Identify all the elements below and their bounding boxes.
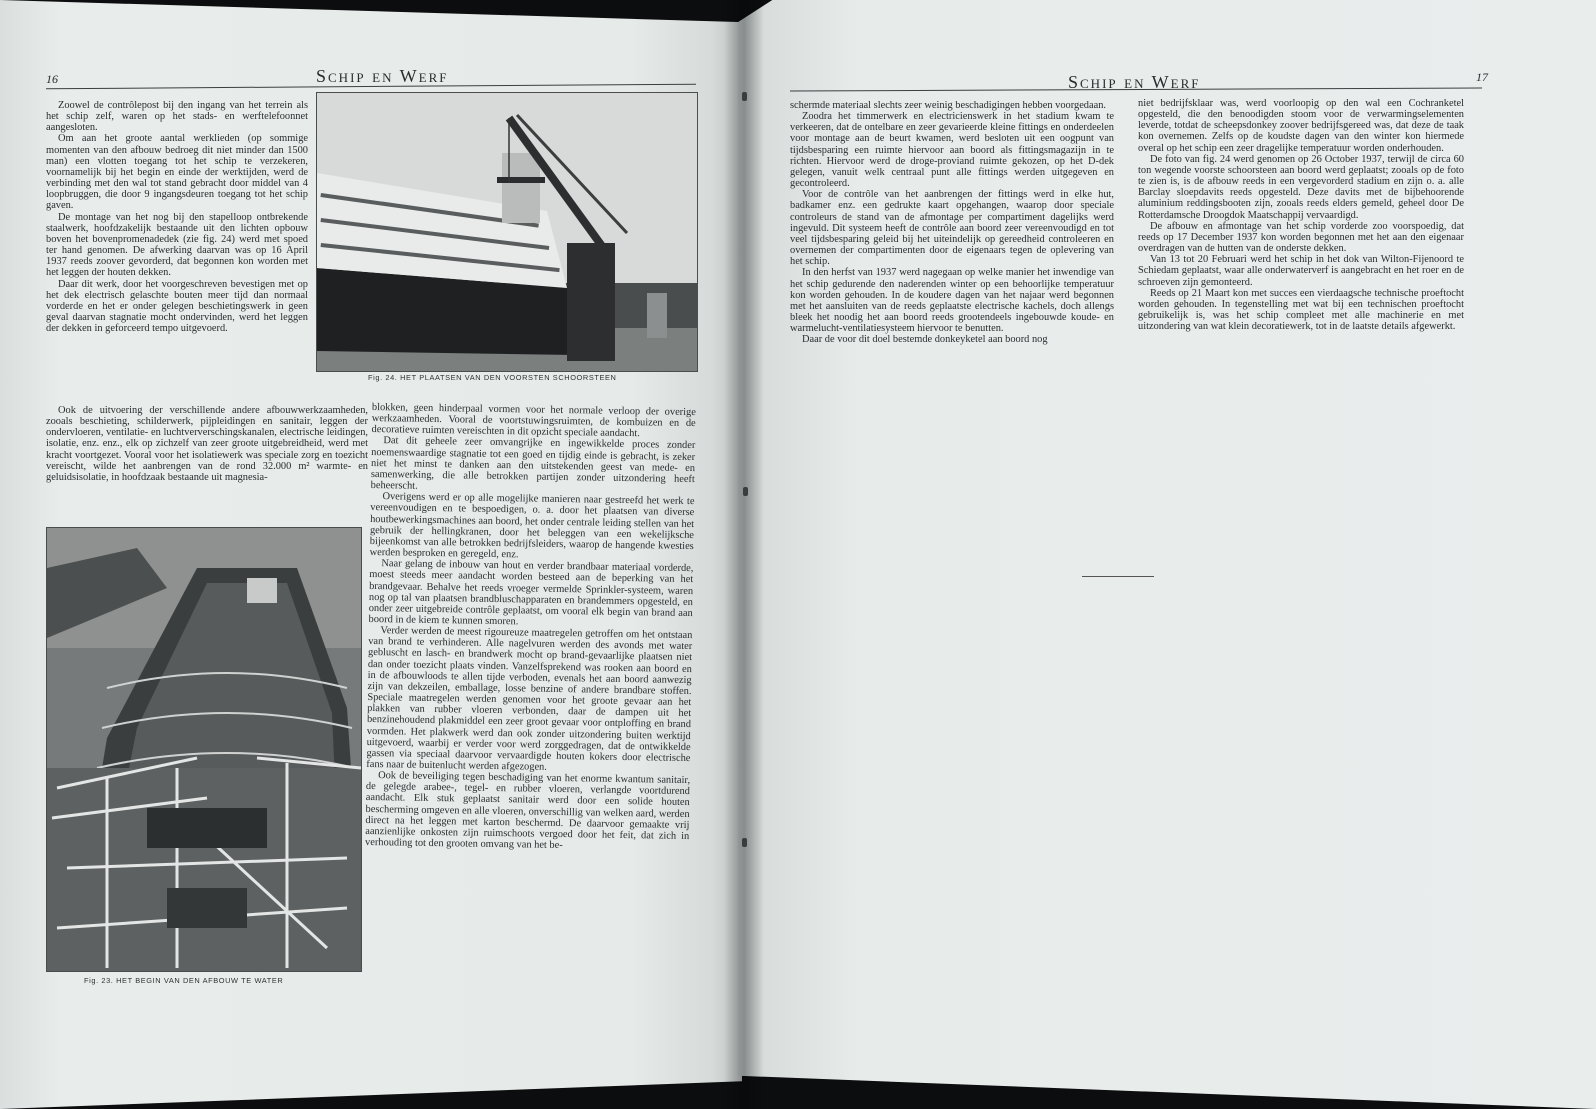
paragraph: In den herfst van 1937 werd nagegaan op welke manier het inwendige van het schip gedurende den naderenden winter op een behoorlijke temperatuur kon worden gehouden. In de koudere dagen van het najaar werd begonnen met het aansluiten van de reeds geplaatste electrische kachels, doch allengs bleek het noodig het aan boord reeds grootendeels ingebouwde koude- en warmelucht-ventilatiesysteem hiervoor te benutten. bbox=[790, 267, 1114, 335]
paragraph: Ook de uitvoering der verschillende andere afbouwwerkzaamheden, zooals beschieting, schilderwerk, pijpleidingen en sanitair, leggen der ondervloeren, ventilatie- en luchtververschingskanalen, electrische leidingen, isolatie, enz. enz., elk op zichzelf van zeer groote uitgebreidheid, werd met kracht voortgezet. Vooral voor het isolatiewerk was speciale zorg en toezicht vereischt, wilde het aanbrengen van de rond 32.000 m² warmte- en geluidsisolatie, in hoofdzaak bestaande uit magnesia- bbox=[46, 405, 368, 483]
page-number-left: 16 bbox=[46, 72, 58, 86]
paragraph: De foto van fig. 24 werd genomen op 26 October 1937, terwijl de circa 60 ton wegende voorste schoorsteen aan boord werd geplaatst; zooals op de foto te zien is, is de afbouw reeds in een vergevorderd stadium en zijn o. a. alle Barclay sloepdavits reeds opgesteld. Deze davits met de bijbehoorende aluminium reddingsbooten zijn, zooals reeds elders gemeld, geheel door De Rotterdamsche Droogdok Maatschappij vervaardigd. bbox=[1138, 153, 1464, 221]
paragraph: Naar gelang de inbouw van hout en verder brandbaar materiaal vorderde, moest steeds meer aandacht worden besteed aan de beperking van het brandgevaar. Behalve het reeds vroeger vermelde Sprinkler-systeem, waren nog op tal van plaatsen brandbluschapparaten en brandemmers opgesteld, en onder zeer uitgebreide contrôle geplaatst, om vooral elk begin van brand aan boord in de kiem te kunnen smoren. bbox=[368, 558, 694, 628]
running-head-left: Schip en Werf bbox=[316, 66, 449, 86]
paragraph: De afbouw en afmontage van het schip vorderde zoo voorspoedig, dat reeds op 17 December 1937 kon worden begonnen met het aan den eigenaar overdragen van de hutten van de onderste dekken. bbox=[1138, 220, 1464, 255]
gutter-shadow bbox=[724, 0, 764, 1109]
right-column-1 bbox=[790, 100, 1114, 436]
paragraph: Overigens werd er op alle mogelijke manieren naar gestreefd het werk te vereenvoudigen en te bespoedigen, o. a. door het plaatsen van diverse houtbewerkingsmachines aan boord, het onder centrale leiding stellen van het gebruik der hellingkranen, door het beleggen van een wekelijksche bijeenkomst van alle betrokken bedrijfsleiders, waarop de hangende kwesties werden besproken en geregeld, enz. bbox=[369, 491, 695, 561]
fig23-photo bbox=[46, 527, 362, 972]
paragraph: Om aan het groote aantal werklieden (op sommige momenten van den afbouw bedroeg dit niet minder dan 1500 man) een vlotten toegang tot het schip te verzekeren, voornamelijk bij het begin en einde der werktijden, werd de verbinding met den wal tot stand gebracht door middel van 4 loopbruggen, die door 9 ingangsdeuren toegang tot het schip gaven. bbox=[46, 133, 308, 212]
paragraph: Daar dit werk, door het voorgeschreven bevestigen met op het dek electrisch gelaschte bouten meer tijd dan normaal vorderde en het er onder gelegen beschietingswerk in geen geval daarvan stagnatie mocht ondervinden, werd het leggen der dekken in geforceerd tempo uitgevoerd. bbox=[46, 278, 308, 335]
paragraph: Ook de beveiliging tegen beschadiging van het enorme kwantum sanitair, de gelegde arabee-, tegel- en rubber vloeren, verlangde voortdurend aandacht. Elk stuk geplaatst sanitair werd door een solide houten bescherming omgeven en alle vloeren, onverschillig van welken aard, werden direct na het leggen met karton beschermd. De daarvoor gemaakte vrij aanzienlijke onkosten zijn ruimschoots vergoed door het feit, dat zich in verhouding tot den grooten omvang van het be- bbox=[364, 770, 691, 852]
paragraph: niet bedrijfsklaar was, werd voorloopig op den wal een Cochranketel opgesteld, die den benoodigden stoom voor de verwarmingselementen leverde, totdat de scheepsdonkey zoover bedrijfsgereed was, dat deze de taak kon overnemen. Zelfs op de koudste dagen van den winter kon hiermede overal op het schip een zeer dragelijke temperatuur worden onderhouden. bbox=[1138, 98, 1464, 154]
binding-hole bbox=[742, 92, 747, 101]
paragraph: Van 13 tot 20 Februari werd het schip in het dok van Wilton-Fijenoord te Schiedam geplaatst, waar alle onderwaterverf is aangebracht en het roer en de schroeven zijn gemonteerd. bbox=[1138, 254, 1464, 288]
paragraph: De montage van het nog bij den stapelloop ontbrekende staalwerk, hoofdzakelijk bestaande uit den lichten opbouw boven het bovenpromenadedek (zie fig. 24) werd met spoed ter hand genomen. De afwerking daarvan was op 16 April 1937 reeds zoover gevorderd, dat begonnen kon worden met het leggen der houten dekken. bbox=[46, 211, 308, 279]
page-number-right: 17 bbox=[1476, 70, 1488, 84]
paragraph: Dat dit geheele zeer omvangrijke en ingewikkelde proces zonder noemenswaardige stagnatie tot een goed en tijdig einde is gebracht, is zeker niet het minst te danken aan den uitstekenden geest van mede- en samenwerking, die alle betrokken partijen zonder uitzondering heeft beheerscht. bbox=[370, 435, 696, 492]
paragraph: Daar de voor dit doel bestemde donkeyketel aan boord nog bbox=[802, 334, 1048, 346]
paragraph: blokken, geen hinderpaal vormen voor het normale verloop der overige werkzaamheden. Vooral de voortstuwingsruimten, de kombuizen en de decoratieve ruimten vereischten in dit opzicht speciale aandacht. bbox=[371, 402, 696, 440]
section-end-rule bbox=[1082, 576, 1154, 577]
binding-hole bbox=[742, 838, 747, 847]
ship-under-construction-illustration bbox=[47, 528, 361, 971]
ship-crane-illustration bbox=[317, 93, 697, 371]
paragraph: Voor de contrôle van het aanbrengen der fittings werd in elke hut, badkamer enz. een gedrukte kaart opgehangen, waarop door speciale controleurs de stand van de afmontage per compartiment dagelijks werd ingevuld. Dit systeem heeft de contrôle aan boord zeer vereenvoudigd en tot veel tijdsbesparing geleid bij het uiteindelijk op gereedheid controleeren en overnemen der compartimenten door de eigenaars tegen de oplevering van het schip. bbox=[790, 189, 1114, 268]
left-column-1-lower bbox=[46, 405, 368, 520]
fig24-caption: Fig. 24. HET PLAATSEN VAN DEN VOORSTEN SCHOORSTEEN bbox=[368, 373, 617, 382]
paragraph: Zoowel de contrôlepost bij den ingang van het terrein als het schip zelf, waren op het stads- en werftelefoonnet aangesloten. bbox=[46, 100, 308, 134]
paragraph: Zoodra het timmerwerk en electricienswerk in het stadium kwam te verkeeren, dat de ontelbare en zeer gevarieerde kleine fittings en onderdeelen voor montage aan de beurt kwamen, werd besloten uit een oogpunt van tijdsbesparing een ruimte hiervoor aan boord als fittingsmagazijn in te richten. Hiervoor werd de droge-proviand ruimte gekozen, op het D-dek gelegen, vanuit welk centraal punt alle fittings werden uitgegeven en gecontroleerd. bbox=[790, 111, 1114, 190]
running-head-right: Schip en Werf bbox=[1068, 72, 1201, 92]
left-column-1 bbox=[46, 100, 308, 402]
binding-hole bbox=[743, 487, 748, 496]
left-column-2 bbox=[362, 402, 696, 1017]
fig24-photo bbox=[316, 92, 698, 372]
paragraph: Verder werden de meest rigoureuze maatregelen getroffen om het ontstaan van brand te verhinderen. Alle nagelvuren werden des avonds met water gebluscht en lasch- en brandwerk mocht op brand-gevaarlijke plaatsen niet dan onder toezicht plaats vinden. Vanzelfsprekend was rooken aan boord en in de afbouwloods te allen tijde verboden, evenals het aan boord aanwezig zijn van dekzeilen, emballage, losse benzine of andere brandbare stoffen. Speciale maatregelen werden genomen voor het groote gevaar aan het plakken van rubber vloeren verbonden, daar de dampen uit het benzinehoudend plakmiddel een zeer groot gevaar voor ontploffing en brand vormden. Het plakwerk werd dan ook zonder uitzondering buiten werktijd uitgevoerd, waarbij er verder voor werd zorggedragen, dat de ontwikkelde gassen via speciaal daarvoor vervaardigde houten kokers door electrische fans naar de buitenlucht werden afgezogen. bbox=[366, 625, 693, 773]
paragraph: Reeds op 21 Maart kon met succes een vierdaagsche technische proeftocht worden gehouden. In tegenstelling met wat bij een technischen proeftocht gebruikelijk is, was het schip compleet met alle machinerie en met uitzondering van wat klein decoratiewerk, tot in de laatste details afgewerkt. bbox=[1138, 287, 1464, 333]
paragraph: schermde materiaal slechts zeer weinig beschadigingen hebben voorgedaan. bbox=[790, 100, 1107, 111]
fig23-caption: Fig. 23. HET BEGIN VAN DEN AFBOUW TE WATER bbox=[84, 976, 284, 985]
right-column-2 bbox=[1138, 98, 1464, 442]
